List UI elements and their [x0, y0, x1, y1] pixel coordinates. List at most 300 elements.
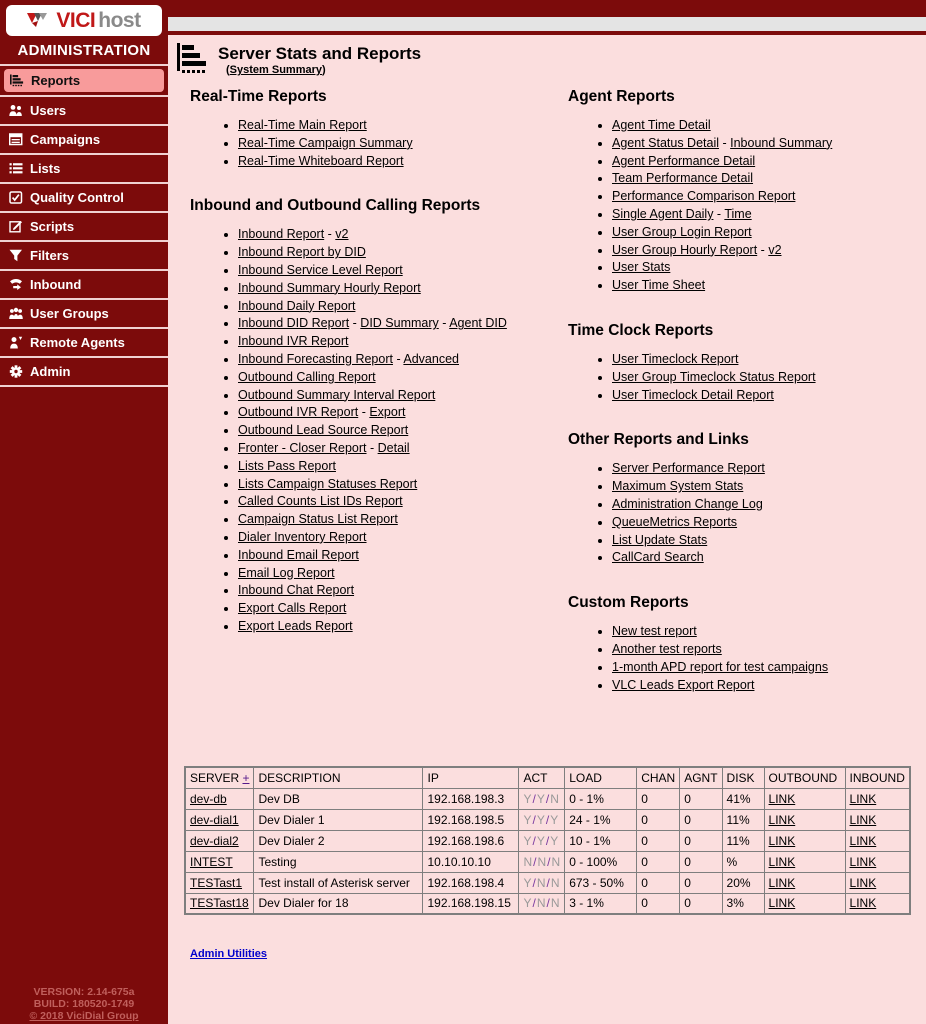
server-agnt-cell: 0 — [680, 830, 722, 851]
report-list-item — [238, 387, 562, 405]
report-list-item — [238, 404, 562, 422]
outbound-report-link[interactable]: LINK — [768, 812, 796, 827]
server-table-row — [185, 830, 910, 851]
server-disk-cell: % — [722, 851, 764, 872]
report-list-item — [612, 259, 922, 277]
report-list-item — [612, 659, 922, 677]
act-slash: / — [532, 896, 536, 911]
report-list-item — [612, 206, 922, 224]
report-list-item — [612, 549, 922, 567]
sidebar-item-users[interactable] — [0, 97, 168, 124]
report-link[interactable]: New test report — [612, 624, 697, 639]
sidebar-menu — [0, 64, 168, 387]
user-groups-icon — [9, 307, 23, 320]
version-text: VERSION: 2.14-675a — [33, 986, 135, 998]
link-separator: - — [438, 316, 450, 331]
server-description-cell: Dev Dialer 2 — [254, 830, 423, 851]
report-list-item — [238, 280, 562, 298]
sidebar-item-label: Admin — [30, 364, 71, 379]
report-link[interactable]: Email Log Report — [238, 565, 335, 580]
report-link[interactable]: Time — [724, 206, 752, 221]
report-list — [568, 623, 922, 694]
report-list-item — [612, 117, 922, 135]
act-flag: Y — [536, 812, 545, 827]
server-agnt-cell: 0 — [680, 893, 722, 914]
server-description-cell: Test install of Asterisk server — [254, 872, 423, 893]
server-act-cell — [519, 830, 565, 851]
report-list-item — [238, 351, 562, 369]
server-outbound-cell — [764, 851, 845, 872]
inbound-report-link[interactable]: LINK — [849, 896, 877, 911]
report-list-item — [238, 618, 562, 636]
report-list-item — [238, 422, 562, 440]
copyright-link[interactable]: © 2018 ViciDial Group — [29, 1010, 139, 1022]
scripts-icon — [9, 220, 23, 233]
report-list-item — [238, 315, 562, 333]
section-heading: Real-Time Reports — [190, 88, 327, 105]
report-list-item — [238, 493, 562, 511]
logo-text-host: host — [98, 8, 141, 32]
server-disk-cell: 11% — [722, 830, 764, 851]
server-name-link[interactable]: dev-dial2 — [190, 833, 239, 848]
report-link[interactable]: Another test reports — [612, 641, 722, 656]
logo-text-vici: VICI — [56, 8, 96, 32]
report-list-item — [238, 135, 562, 153]
server-disk-cell: 20% — [722, 872, 764, 893]
remote-agent-icon — [9, 336, 23, 349]
server-description-cell: Dev Dialer 1 — [254, 809, 423, 830]
report-link[interactable]: Fronter - Closer Report — [238, 440, 367, 455]
column-header-inbound: INBOUND — [845, 767, 910, 788]
report-link[interactable]: Real-Time Whiteboard Report — [238, 153, 404, 168]
report-link[interactable]: Lists Pass Report — [238, 458, 336, 473]
report-link[interactable]: Advanced — [403, 351, 459, 366]
paren-open: ( — [226, 64, 230, 76]
report-link[interactable]: Server Performance Report — [612, 461, 765, 476]
report-link[interactable]: User Timeclock Detail Report — [612, 387, 774, 402]
report-list-item — [238, 511, 562, 529]
admin-utilities-link[interactable]: Admin Utilities — [190, 948, 268, 960]
report-link[interactable]: User Timeclock Report — [612, 351, 739, 366]
report-link[interactable]: Dialer Inventory Report — [238, 529, 367, 544]
reports-icon — [10, 74, 24, 87]
logo-mark-icon — [27, 11, 53, 31]
report-list-item — [238, 565, 562, 583]
server-inbound-cell — [845, 893, 910, 914]
report-link[interactable]: Inbound Summary Hourly Report — [238, 280, 421, 295]
report-list-item — [612, 188, 922, 206]
server-disk-cell: 41% — [722, 788, 764, 809]
server-chan-cell: 0 — [637, 809, 680, 830]
act-slash: / — [546, 896, 550, 911]
server-stats-table — [184, 766, 911, 915]
gear-icon — [9, 365, 23, 378]
report-list-item — [612, 387, 922, 405]
server-ip-cell: 192.168.198.4 — [423, 872, 519, 893]
server-outbound-cell — [764, 809, 845, 830]
server-name-cell — [185, 788, 254, 809]
sidebar-row-users — [0, 97, 168, 126]
report-link[interactable]: Inbound Service Level Report — [238, 262, 403, 277]
report-list-item — [612, 224, 922, 242]
act-slash: / — [532, 812, 536, 827]
sidebar-row-scripts — [0, 213, 168, 242]
server-table-row — [185, 809, 910, 830]
server-inbound-cell — [845, 809, 910, 830]
report-list-item — [238, 440, 562, 458]
server-name-link[interactable]: dev-db — [190, 791, 227, 806]
act-flag: Y — [523, 896, 532, 911]
report-list-item — [612, 242, 922, 260]
inbound-report-link[interactable]: LINK — [849, 854, 877, 869]
report-link[interactable]: Called Counts List IDs Report — [238, 494, 403, 509]
server-table-row — [185, 893, 910, 914]
act-flag: N — [523, 854, 533, 869]
server-load-cell: 24 - 1% — [565, 809, 637, 830]
outbound-report-link[interactable]: LINK — [768, 896, 796, 911]
report-list-item — [238, 458, 562, 476]
act-flag: N — [551, 854, 561, 869]
act-flag: Y — [550, 833, 559, 848]
server-name-link[interactable]: TESTast18 — [190, 896, 249, 911]
report-link[interactable]: Agent Performance Detail — [612, 153, 756, 168]
act-slash: / — [545, 791, 550, 806]
outbound-report-link[interactable]: LINK — [768, 854, 796, 869]
act-flag: N — [550, 875, 560, 890]
outbound-report-link[interactable]: LINK — [768, 791, 796, 806]
act-flag: Y — [550, 812, 559, 827]
server-ip-cell: 192.168.198.3 — [423, 788, 519, 809]
server-chan-cell: 0 — [637, 830, 680, 851]
sidebar-item-filters[interactable] — [0, 242, 168, 269]
report-link[interactable]: Inbound Report by DID — [238, 245, 366, 260]
report-link[interactable]: Outbound IVR Report — [238, 405, 359, 420]
column-header-act: ACT — [519, 767, 565, 788]
report-link[interactable]: Inbound IVR Report — [238, 334, 349, 349]
server-name-cell — [185, 893, 254, 914]
report-list-item — [612, 369, 922, 387]
sidebar-footer — [0, 986, 168, 1022]
server-name-cell — [185, 851, 254, 872]
section-heading: Time Clock Reports — [568, 321, 714, 339]
sidebar-item-label: Filters — [30, 248, 70, 263]
report-link[interactable]: Detail — [377, 440, 410, 455]
report-link[interactable]: Inbound Chat Report — [238, 583, 355, 598]
server-agnt-cell: 0 — [680, 851, 722, 872]
server-disk-cell: 3% — [722, 893, 764, 914]
server-stats-table-wrap — [184, 766, 911, 915]
report-list-item — [238, 262, 562, 280]
server-agnt-cell: 0 — [680, 809, 722, 830]
act-flag: Y — [536, 833, 545, 848]
act-flag: Y — [523, 812, 532, 827]
report-list-item — [238, 600, 562, 618]
server-name-link[interactable]: TESTast1 — [190, 875, 243, 890]
report-link[interactable]: User Group Hourly Report — [612, 242, 758, 257]
report-list-item — [238, 529, 562, 547]
reports-column-left — [190, 88, 562, 663]
report-list — [568, 460, 922, 567]
link-separator: - — [366, 440, 378, 455]
report-link[interactable]: Export Calls Report — [238, 601, 347, 616]
report-link[interactable]: Real-Time Main Report — [238, 118, 367, 132]
server-name-cell — [185, 809, 254, 830]
sidebar-item-admin[interactable] — [0, 358, 168, 385]
section-heading: Inbound and Outbound Calling Reports — [190, 197, 481, 215]
report-link[interactable]: User Stats — [612, 260, 671, 275]
report-list-item — [612, 351, 922, 369]
report-link[interactable]: CallCard Search — [612, 550, 704, 565]
sidebar-item-label: Campaigns — [30, 132, 101, 147]
report-link[interactable]: Outbound Calling Report — [238, 369, 376, 384]
report-link[interactable]: v2 — [335, 227, 349, 242]
page-subtitle — [218, 64, 421, 76]
page-header — [176, 41, 421, 80]
gray-strip — [168, 17, 926, 31]
report-link[interactable]: VLC Leads Export Report — [612, 677, 755, 692]
report-list-item — [238, 153, 562, 171]
server-name-link[interactable]: INTEST — [190, 854, 233, 869]
report-link[interactable]: Inbound DID Report — [238, 316, 350, 331]
report-link[interactable]: Export — [369, 405, 406, 420]
link-separator: - — [719, 135, 731, 150]
report-link[interactable]: Performance Comparison Report — [612, 189, 796, 204]
report-link[interactable]: Outbound Summary Interval Report — [238, 387, 436, 402]
act-slash: / — [545, 833, 550, 848]
report-list-item — [238, 298, 562, 316]
column-header-server — [185, 767, 254, 788]
sidebar-row-quality-control — [0, 184, 168, 213]
server-outbound-cell — [764, 830, 845, 851]
sidebar-item-label: Remote Agents — [30, 335, 125, 350]
server-description-cell: Dev Dialer for 18 — [254, 893, 423, 914]
report-list-item — [612, 532, 922, 550]
inbound-report-link[interactable]: LINK — [849, 812, 877, 827]
server-table-row — [185, 788, 910, 809]
report-link[interactable]: Agent Time Detail — [612, 118, 711, 132]
server-agnt-cell: 0 — [680, 872, 722, 893]
link-separator: - — [349, 316, 361, 331]
server-header-label: SERVER — [190, 770, 243, 785]
reports-column-right — [568, 88, 922, 721]
sidebar-row-filters — [0, 242, 168, 271]
act-flag: Y — [523, 875, 532, 890]
column-header-description: DESCRIPTION — [254, 767, 423, 788]
act-flag: N — [536, 896, 546, 911]
sidebar-item-reports[interactable] — [4, 69, 164, 92]
report-list — [568, 351, 922, 404]
report-link[interactable]: Team Performance Detail — [612, 171, 754, 186]
sidebar-row-reports — [0, 69, 168, 97]
report-link[interactable]: Outbound Lead Source Report — [238, 423, 409, 438]
column-header-load: LOAD — [565, 767, 637, 788]
server-ip-cell: 192.168.198.15 — [423, 893, 519, 914]
report-link[interactable]: Inbound Report — [238, 227, 325, 242]
section-heading: Agent Reports — [568, 88, 675, 105]
server-chan-cell: 0 — [637, 851, 680, 872]
column-header-chan: CHAN — [637, 767, 680, 788]
server-ip-cell: 192.168.198.6 — [423, 830, 519, 851]
server-name-cell — [185, 830, 254, 851]
quality-icon — [9, 191, 23, 204]
report-list-item — [612, 623, 922, 641]
link-separator: - — [757, 242, 769, 257]
outbound-report-link[interactable]: LINK — [768, 833, 796, 848]
report-list-item — [612, 641, 922, 659]
system-summary-link[interactable]: System Summary — [229, 64, 322, 76]
sidebar-item-label: Reports — [31, 73, 81, 88]
server-act-cell — [519, 788, 565, 809]
server-load-cell: 3 - 1% — [565, 893, 637, 914]
report-link[interactable]: User Group Login Report — [612, 224, 752, 239]
sidebar-item-user-groups[interactable] — [0, 300, 168, 327]
server-inbound-cell — [845, 872, 910, 893]
report-link[interactable]: Campaign Status List Report — [238, 512, 398, 527]
sidebar-item-scripts[interactable] — [0, 213, 168, 240]
act-slash: / — [532, 833, 536, 848]
section-heading: Custom Reports — [568, 594, 689, 612]
sidebar-item-campaigns[interactable] — [0, 126, 168, 153]
report-link[interactable]: Agent DID — [449, 316, 507, 331]
page-title: Server Stats and Reports — [218, 44, 422, 63]
sidebar-row-inbound — [0, 271, 168, 300]
act-flag: N — [550, 791, 559, 806]
report-link[interactable]: Single Agent Daily — [612, 206, 714, 221]
server-table-row — [185, 851, 910, 872]
act-slash: / — [545, 812, 550, 827]
sidebar-item-label: Users — [30, 103, 67, 118]
report-list-item — [612, 170, 922, 188]
report-list — [190, 117, 562, 170]
report-link[interactable]: Lists Campaign Statuses Report — [238, 476, 418, 491]
inbound-icon — [9, 278, 23, 291]
report-list-item — [612, 153, 922, 171]
server-act-cell — [519, 872, 565, 893]
red-divider — [168, 31, 926, 35]
server-load-cell: 673 - 50% — [565, 872, 637, 893]
link-separator: - — [324, 227, 336, 242]
act-flag: Y — [523, 791, 532, 806]
report-link[interactable]: User Group Timeclock Status Report — [612, 369, 816, 384]
inbound-report-link[interactable]: LINK — [849, 833, 877, 848]
report-link[interactable]: v2 — [768, 242, 782, 257]
server-outbound-cell — [764, 788, 845, 809]
sidebar-item-quality-control[interactable] — [0, 184, 168, 211]
outbound-report-link[interactable]: LINK — [768, 875, 796, 890]
column-header-agnt: AGNT — [680, 767, 722, 788]
report-list-item — [612, 460, 922, 478]
sidebar-row-lists — [0, 155, 168, 184]
sidebar-item-inbound[interactable] — [0, 271, 168, 298]
act-slash: / — [532, 791, 536, 806]
sidebar-row-campaigns — [0, 126, 168, 155]
server-ip-cell: 192.168.198.5 — [423, 809, 519, 830]
vicihost-logo[interactable] — [6, 5, 162, 36]
campaigns-icon — [9, 133, 23, 146]
users-icon — [9, 104, 23, 117]
report-list-item — [238, 244, 562, 262]
sidebar-item-label: Quality Control — [30, 190, 124, 205]
report-list-item — [238, 117, 562, 135]
server-inbound-cell — [845, 788, 910, 809]
inbound-report-link[interactable]: LINK — [849, 875, 877, 890]
report-link[interactable]: List Update Stats — [612, 532, 708, 547]
report-list-item — [612, 496, 922, 514]
sidebar-item-lists[interactable] — [0, 155, 168, 182]
link-separator: - — [713, 206, 725, 221]
act-flag: N — [537, 854, 547, 869]
server-load-cell: 10 - 1% — [565, 830, 637, 851]
report-list-item — [238, 369, 562, 387]
act-flag: N — [536, 875, 546, 890]
report-link[interactable]: Inbound Email Report — [238, 547, 359, 562]
report-link[interactable]: Real-Time Campaign Summary — [238, 135, 413, 150]
act-slash: / — [532, 875, 536, 890]
act-flag: Y — [536, 791, 545, 806]
report-link[interactable]: 1-month APD report for test campaigns — [612, 659, 829, 674]
report-link[interactable]: User Time Sheet — [612, 278, 706, 293]
admin-utilities — [190, 948, 267, 960]
report-list-item — [612, 677, 922, 695]
report-link[interactable]: Agent Status Detail — [612, 135, 720, 150]
column-header-ip: IP — [423, 767, 519, 788]
sidebar-title: ADMINISTRATION — [17, 42, 151, 59]
sidebar-item-label: Inbound — [30, 277, 82, 292]
filter-icon — [9, 249, 23, 262]
server-load-cell: 0 - 100% — [565, 851, 637, 872]
report-link[interactable]: Administration Change Log — [612, 496, 763, 511]
server-inbound-cell — [845, 851, 910, 872]
inbound-report-link[interactable]: LINK — [849, 791, 877, 806]
sidebar-item-remote-agents[interactable] — [0, 329, 168, 356]
act-flag: Y — [523, 833, 532, 848]
sidebar-row-admin — [0, 358, 168, 387]
server-inbound-cell — [845, 830, 910, 851]
report-list-item — [612, 277, 922, 295]
lists-icon — [9, 162, 23, 175]
server-outbound-cell — [764, 893, 845, 914]
report-link[interactable]: Maximum System Stats — [612, 479, 744, 494]
server-load-cell: 0 - 1% — [565, 788, 637, 809]
report-link[interactable]: Inbound Forecasting Report — [238, 351, 393, 366]
act-slash: / — [547, 854, 551, 869]
server-sort-link[interactable]: + — [242, 770, 250, 785]
report-link[interactable]: QueueMetrics Reports — [612, 514, 738, 529]
report-list-item — [612, 514, 922, 532]
server-table-row — [185, 872, 910, 893]
report-link[interactable]: Inbound Daily Report — [238, 298, 356, 313]
act-slash: / — [546, 875, 550, 890]
server-name-link[interactable]: dev-dial1 — [190, 812, 239, 827]
server-act-cell — [519, 851, 565, 872]
server-act-cell — [519, 893, 565, 914]
report-list — [190, 226, 562, 635]
report-list-item — [238, 226, 562, 244]
server-act-cell — [519, 809, 565, 830]
report-list-item — [238, 582, 562, 600]
report-link[interactable]: DID Summary — [360, 316, 439, 331]
section-heading: Other Reports and Links — [568, 431, 749, 449]
server-outbound-cell — [764, 872, 845, 893]
server-description-cell: Testing — [254, 851, 423, 872]
bar-chart-icon — [176, 41, 208, 80]
table-header-row — [185, 767, 910, 788]
server-disk-cell: 11% — [722, 809, 764, 830]
report-link[interactable]: Export Leads Report — [238, 618, 353, 633]
act-slash: / — [533, 854, 537, 869]
build-text: BUILD: 180520-1749 — [33, 998, 135, 1010]
report-link[interactable]: Inbound Summary — [730, 135, 833, 150]
